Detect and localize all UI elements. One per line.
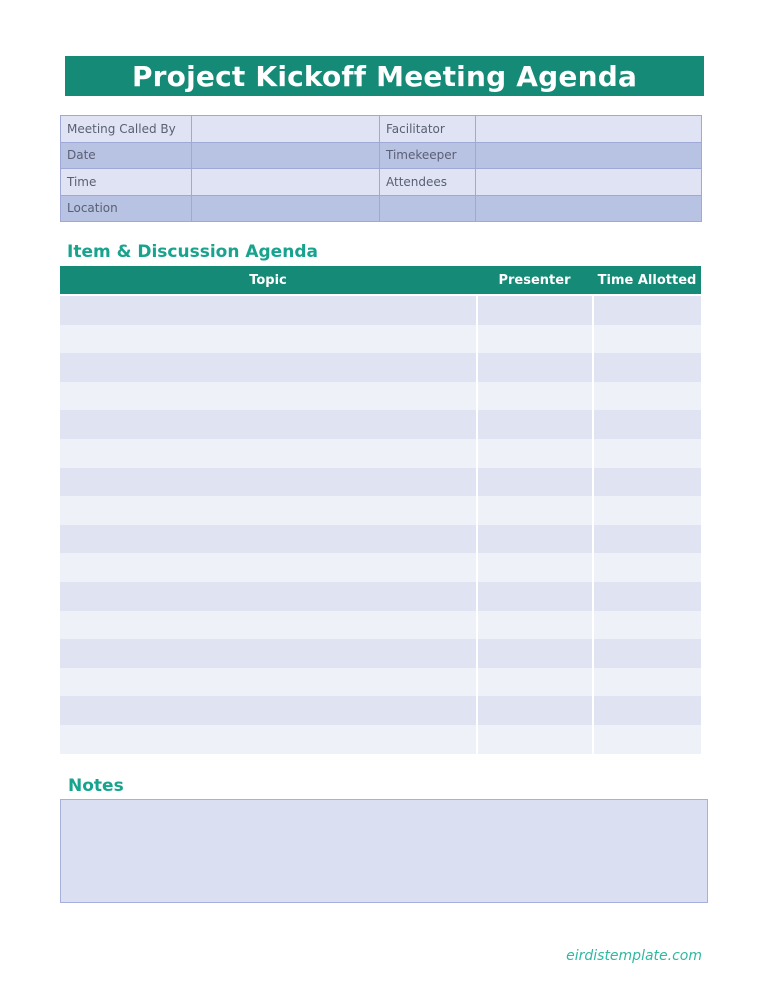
info-row bbox=[61, 195, 702, 222]
presenter-cell[interactable] bbox=[478, 553, 594, 582]
time-cell[interactable] bbox=[594, 382, 701, 411]
table-row bbox=[60, 611, 701, 640]
time-cell[interactable] bbox=[594, 553, 701, 582]
time-cell[interactable] bbox=[594, 668, 701, 697]
agenda-rows bbox=[60, 296, 701, 754]
info-label: Time bbox=[61, 169, 192, 196]
presenter-cell[interactable] bbox=[478, 353, 594, 382]
column-header-topic: Topic bbox=[249, 272, 287, 288]
presenter-cell[interactable] bbox=[478, 525, 594, 554]
table-row bbox=[60, 696, 701, 725]
footer-website: eirdistemplate.com bbox=[566, 948, 702, 964]
topic-cell[interactable] bbox=[60, 439, 478, 468]
table-row bbox=[60, 668, 701, 697]
topic-cell[interactable] bbox=[60, 296, 478, 325]
location-field[interactable] bbox=[192, 195, 380, 222]
notes-box[interactable] bbox=[60, 799, 708, 903]
time-cell[interactable] bbox=[594, 296, 701, 325]
time-cell[interactable] bbox=[594, 639, 701, 668]
time-cell[interactable] bbox=[594, 439, 701, 468]
meeting-info-table bbox=[60, 115, 702, 222]
time-cell[interactable] bbox=[594, 496, 701, 525]
attendees-field[interactable] bbox=[476, 169, 702, 196]
presenter-cell[interactable] bbox=[478, 582, 594, 611]
info-label-empty bbox=[380, 195, 476, 222]
page-title: Project Kickoff Meeting Agenda bbox=[65, 56, 704, 96]
table-row bbox=[60, 725, 701, 754]
timekeeper-field[interactable] bbox=[476, 142, 702, 169]
table-row bbox=[60, 296, 701, 325]
topic-cell[interactable] bbox=[60, 611, 478, 640]
info-label: Location bbox=[61, 195, 192, 222]
column-header-time-allotted: Time Allotted bbox=[597, 272, 697, 288]
presenter-cell[interactable] bbox=[478, 468, 594, 497]
time-cell[interactable] bbox=[594, 582, 701, 611]
table-row bbox=[60, 468, 701, 497]
topic-cell[interactable] bbox=[60, 382, 478, 411]
presenter-cell[interactable] bbox=[478, 382, 594, 411]
table-row bbox=[60, 439, 701, 468]
presenter-cell[interactable] bbox=[478, 325, 594, 354]
presenter-cell[interactable] bbox=[478, 668, 594, 697]
info-label: Timekeeper bbox=[380, 142, 476, 169]
table-row bbox=[60, 639, 701, 668]
topic-cell[interactable] bbox=[60, 668, 478, 697]
extra-field[interactable] bbox=[476, 195, 702, 222]
topic-cell[interactable] bbox=[60, 468, 478, 497]
time-field[interactable] bbox=[192, 169, 380, 196]
time-cell[interactable] bbox=[594, 611, 701, 640]
table-row bbox=[60, 325, 701, 354]
presenter-cell[interactable] bbox=[478, 696, 594, 725]
presenter-cell[interactable] bbox=[478, 725, 594, 754]
table-row bbox=[60, 496, 701, 525]
date-field[interactable] bbox=[192, 142, 380, 169]
notes-section-title: Notes bbox=[68, 776, 124, 796]
time-cell[interactable] bbox=[594, 725, 701, 754]
agenda-section-title: Item & Discussion Agenda bbox=[67, 242, 318, 262]
info-row bbox=[61, 169, 702, 196]
info-row bbox=[61, 142, 702, 169]
meeting-called-by-field[interactable] bbox=[192, 116, 380, 143]
presenter-cell[interactable] bbox=[478, 611, 594, 640]
info-row bbox=[61, 116, 702, 143]
time-cell[interactable] bbox=[594, 468, 701, 497]
info-label: Meeting Called By bbox=[61, 116, 192, 143]
info-label: Attendees bbox=[380, 169, 476, 196]
topic-cell[interactable] bbox=[60, 553, 478, 582]
topic-cell[interactable] bbox=[60, 410, 478, 439]
time-cell[interactable] bbox=[594, 325, 701, 354]
topic-cell[interactable] bbox=[60, 725, 478, 754]
column-header-presenter: Presenter bbox=[498, 272, 571, 288]
table-row bbox=[60, 582, 701, 611]
time-cell[interactable] bbox=[594, 525, 701, 554]
time-cell[interactable] bbox=[594, 696, 701, 725]
presenter-cell[interactable] bbox=[478, 496, 594, 525]
topic-cell[interactable] bbox=[60, 639, 478, 668]
table-row bbox=[60, 525, 701, 554]
info-label: Facilitator bbox=[380, 116, 476, 143]
table-row bbox=[60, 382, 701, 411]
presenter-cell[interactable] bbox=[478, 296, 594, 325]
info-label: Date bbox=[61, 142, 192, 169]
agenda-header bbox=[60, 266, 701, 296]
presenter-cell[interactable] bbox=[478, 410, 594, 439]
topic-cell[interactable] bbox=[60, 353, 478, 382]
topic-cell[interactable] bbox=[60, 696, 478, 725]
time-cell[interactable] bbox=[594, 410, 701, 439]
topic-cell[interactable] bbox=[60, 525, 478, 554]
time-cell[interactable] bbox=[594, 353, 701, 382]
table-row bbox=[60, 410, 701, 439]
facilitator-field[interactable] bbox=[476, 116, 702, 143]
agenda-table bbox=[60, 266, 701, 754]
topic-cell[interactable] bbox=[60, 582, 478, 611]
table-row bbox=[60, 553, 701, 582]
topic-cell[interactable] bbox=[60, 496, 478, 525]
table-row bbox=[60, 353, 701, 382]
topic-cell[interactable] bbox=[60, 325, 478, 354]
presenter-cell[interactable] bbox=[478, 639, 594, 668]
presenter-cell[interactable] bbox=[478, 439, 594, 468]
